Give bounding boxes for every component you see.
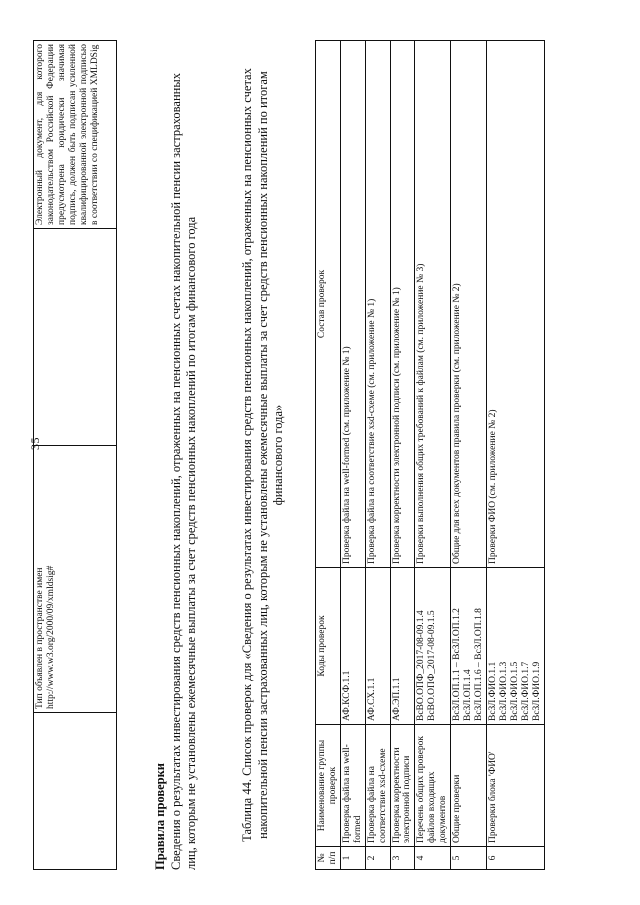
checks-table xyxy=(315,40,545,870)
check-code: ВсЗЛ.ФИО.1.7 xyxy=(520,661,531,721)
top-table-cell: Тип объявлен в пространстве имен http://www.w3.org/2000/09/xmldsig# xyxy=(34,446,117,713)
column-header: № п/п xyxy=(316,847,341,870)
row-description: Проверка корректности электронной подписи (см. приложение № 1) xyxy=(390,41,415,568)
row-description: Проверка файла на соответствие xsd-схеме (см. приложение № 1) xyxy=(365,41,390,568)
check-code: ВсЗЛ.ОП.1.1 – ВсЗЛ.ОП.1.2 xyxy=(452,608,463,721)
check-code: ВсЗЛ.ФИО.1.3 xyxy=(498,661,509,721)
row-description: Проверка файла на well-formed (см. приложение № 1) xyxy=(340,41,365,568)
table-row xyxy=(340,41,365,870)
check-code: ВсВО.ОПФ_2017-08-09.1.4 xyxy=(416,610,427,721)
row-number: 4 xyxy=(415,847,451,870)
row-number: 2 xyxy=(365,847,390,870)
table-caption: Таблица 44. Список проверок для «Сведения о результатах инвестирования средств пенсионных накоплений, отраженных на пенсионных счетах накопительной пенсии застрахованных лиц, которым не установлены ежемесячные выплаты за счет средств пенсионных накоплений по итогам финансового года» xyxy=(240,68,286,842)
rules-section xyxy=(153,50,200,870)
row-name: Проверка корректности электронной подписи xyxy=(390,725,415,847)
top-table-cell xyxy=(34,229,117,446)
row-number: 3 xyxy=(390,847,415,870)
rules-text: Сведения о результатах инвестирования средств пенсионных накоплений, отраженных на пенсионных счетах накопительной пенсии застрахованных лиц, которым не установлены ежемесячные выплаты за счет средств пенсионных накоплений по итогам финансового года xyxy=(168,73,199,870)
row-codes xyxy=(451,568,487,725)
rotated-page-content xyxy=(25,30,625,890)
row-description: Проверки выполнения общих требований к файлам (см. приложение № 3) xyxy=(415,41,451,568)
row-number: 1 xyxy=(340,847,365,870)
row-name: Проверка файла на well-formed xyxy=(340,725,365,847)
column-header: Коды проверок xyxy=(316,568,341,725)
top-table-cell xyxy=(34,713,117,870)
row-name: Проверка файла на соответствие xsd-схеме xyxy=(365,725,390,847)
table-header-row xyxy=(316,41,341,870)
column-header: Состав проверок xyxy=(316,41,341,568)
row-codes xyxy=(415,568,451,725)
check-code: ВсЗЛ.ОП.1.4 xyxy=(463,669,474,721)
check-code: ВсЗЛ.ФИО.1.5 xyxy=(509,661,520,721)
rules-title: Правила проверки xyxy=(153,762,167,870)
row-codes xyxy=(365,568,390,725)
row-number: 6 xyxy=(486,847,544,870)
table-row xyxy=(486,41,544,870)
check-code: ВсЗЛ.ФИО.1.1 xyxy=(487,661,498,721)
table-row xyxy=(415,41,451,870)
top-table-cell: Электронный документ, для которого законодательством Российской Федерации предусмотрена юридически значимая подпись, должен быть подписан усиленной квалифицированной электронной подписью в соответствии со спецификацией XMLDSig xyxy=(34,41,117,229)
row-name: Общие проверки xyxy=(451,725,487,847)
check-code: АФ.СХ.1.1 xyxy=(366,677,377,721)
table-row xyxy=(365,41,390,870)
check-code: ВсВО.ОПФ_2017-08-09.1.5 xyxy=(427,610,438,721)
row-name: Проверки блока 'ФИО' xyxy=(486,725,544,847)
page-number: 35 xyxy=(28,437,42,450)
check-code: ВсЗЛ.ОП.1.6 – ВсЗЛ.ОП.1.8 xyxy=(473,608,484,721)
row-codes xyxy=(340,568,365,725)
check-code: АФ.КСФ.1.1 xyxy=(341,670,352,721)
row-description: Общие для всех документов правила проверки (см. приложение № 2) xyxy=(451,41,487,568)
column-header: Наименование группы проверок xyxy=(316,725,341,847)
row-description: Проверки ФИО (см. приложение № 2) xyxy=(486,41,544,568)
table-row xyxy=(390,41,415,870)
check-code: ВсЗЛ.ФИО.1.9 xyxy=(531,661,542,721)
check-code: АФ.ЭП.1.1 xyxy=(391,677,402,721)
top-table xyxy=(33,40,117,870)
row-codes xyxy=(486,568,544,725)
row-codes xyxy=(390,568,415,725)
table-row xyxy=(34,41,117,870)
table-row xyxy=(451,41,487,870)
row-name: Перечень общих проверок файлов входящих документов xyxy=(415,725,451,847)
row-number: 5 xyxy=(451,847,487,870)
